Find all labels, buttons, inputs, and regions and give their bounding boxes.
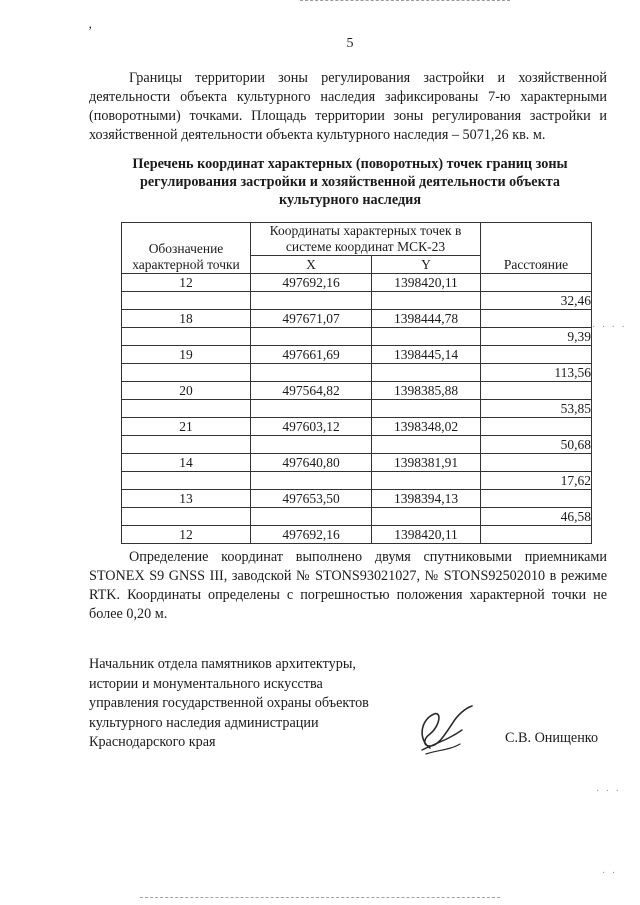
- y-coordinate: 1398385,88: [372, 382, 481, 400]
- header-coordinates: Координаты характерных точек в системе координат МСК-23: [251, 223, 481, 256]
- distance-value: 53,85: [481, 400, 592, 418]
- point-label: 12: [122, 526, 251, 544]
- y-coordinate: 1398420,11: [372, 526, 481, 544]
- x-coordinate: 497640,80: [251, 454, 372, 472]
- point-label: 13: [122, 490, 251, 508]
- distance-value: 46,58: [481, 508, 592, 526]
- table-title: Перечень координат характерных (поворотных) точек границ зоны регулирования застройки и хозяйственной деятельности объекта культурного наследия: [132, 156, 568, 208]
- distance-value: 32,46: [481, 292, 592, 310]
- distance-spacer: [481, 346, 592, 364]
- point-label: 14: [122, 454, 251, 472]
- distance-value: 17,62: [481, 472, 592, 490]
- distance-spacer: [481, 454, 592, 472]
- empty-cell: [372, 292, 481, 310]
- empty-cell: [251, 364, 372, 382]
- signatory-name: С.В. Онищенко: [505, 730, 599, 746]
- corner-mark: ’: [88, 23, 93, 38]
- empty-cell: [251, 328, 372, 346]
- table-row: [122, 328, 592, 346]
- distance-spacer: [481, 526, 592, 544]
- position-line: истории и монументального искусства: [89, 675, 323, 692]
- empty-cell: [122, 436, 251, 454]
- x-coordinate: 497671,07: [251, 310, 372, 328]
- empty-cell: [372, 328, 481, 346]
- table-header-row: [122, 223, 592, 256]
- table-row: [122, 364, 592, 382]
- header-x: X: [251, 256, 372, 274]
- scan-edge-line: [300, 0, 510, 2]
- empty-cell: [251, 508, 372, 526]
- x-coordinate: 497653,50: [251, 490, 372, 508]
- y-coordinate: 1398348,02: [372, 418, 481, 436]
- table-row: [122, 292, 592, 310]
- y-coordinate: 1398444,78: [372, 310, 481, 328]
- position-line: культурного наследия администрации: [89, 714, 319, 731]
- scan-noise: · ·: [602, 868, 618, 879]
- table-row: [122, 436, 592, 454]
- table-row: [122, 310, 592, 328]
- distance-value: 113,56: [481, 364, 592, 382]
- intro-paragraph: [89, 69, 607, 145]
- method-paragraph: [89, 548, 607, 624]
- empty-cell: [251, 436, 372, 454]
- empty-cell: [251, 400, 372, 418]
- x-coordinate: 497603,12: [251, 418, 372, 436]
- intro-paragraph-text: Границы территории зоны регулирования застройки и хозяйственной деятельности объекта культурного наследия зафиксированы 7-ю характерными (поворотными) точками. Площадь территории зоны регулирования застройки и хозяйственной деятельности объекта культурного наследия – 5071,26 кв. м.: [89, 70, 607, 143]
- header-designation: Обозначение характерной точки: [122, 223, 251, 274]
- empty-cell: [251, 292, 372, 310]
- point-label: 20: [122, 382, 251, 400]
- method-paragraph-text: Определение координат выполнено двумя спутниковыми приемниками STONEX S9 GNSS III, заводской № STONS93021027, № STONS92502010 в режиме RTK. Координаты определены с погрешностью положения характерной точки не более 0,20 м.: [89, 549, 607, 622]
- x-coordinate: 497692,16: [251, 526, 372, 544]
- y-coordinate: 1398420,11: [372, 274, 481, 292]
- scan-noise: · · ·: [596, 786, 621, 797]
- distance-spacer: [481, 310, 592, 328]
- table-row: [122, 490, 592, 508]
- empty-cell: [122, 400, 251, 418]
- empty-cell: [122, 328, 251, 346]
- table-row: [122, 508, 592, 526]
- position-line: управления государственной охраны объектов: [89, 695, 369, 711]
- distance-spacer: [481, 274, 592, 292]
- scan-noise: · · · ·: [592, 322, 627, 333]
- page-number: 5: [346, 36, 354, 51]
- y-coordinate: 1398394,13: [372, 490, 481, 508]
- signatory-position: [89, 655, 369, 753]
- handwritten-signature: [400, 700, 480, 760]
- x-coordinate: 497661,69: [251, 346, 372, 364]
- header-y: Y: [372, 256, 481, 274]
- empty-cell: [372, 472, 481, 490]
- empty-cell: [122, 508, 251, 526]
- scan-edge-line: [140, 897, 500, 900]
- table-row: [122, 454, 592, 472]
- y-coordinate: 1398381,91: [372, 454, 481, 472]
- empty-cell: [372, 400, 481, 418]
- empty-cell: [122, 472, 251, 490]
- point-label: 12: [122, 274, 251, 292]
- table-row: [122, 400, 592, 418]
- x-coordinate: 497564,82: [251, 382, 372, 400]
- empty-cell: [372, 508, 481, 526]
- table-row: [122, 274, 592, 292]
- table-row: [122, 382, 592, 400]
- empty-cell: [372, 364, 481, 382]
- point-label: 19: [122, 346, 251, 364]
- empty-cell: [122, 364, 251, 382]
- empty-cell: [122, 292, 251, 310]
- distance-value: 50,68: [481, 436, 592, 454]
- distance-spacer: [481, 418, 592, 436]
- point-label: 21: [122, 418, 251, 436]
- distance-spacer: [481, 490, 592, 508]
- table-row: [122, 418, 592, 436]
- point-label: 18: [122, 310, 251, 328]
- x-coordinate: 497692,16: [251, 274, 372, 292]
- y-coordinate: 1398445,14: [372, 346, 481, 364]
- table-row: [122, 472, 592, 490]
- empty-cell: [372, 436, 481, 454]
- coordinates-table: [121, 222, 592, 544]
- position-line: Краснодарского края: [89, 734, 216, 750]
- table-row: [122, 346, 592, 364]
- table-row: [122, 526, 592, 544]
- distance-spacer: [481, 382, 592, 400]
- distance-value: 9,39: [481, 328, 592, 346]
- position-line: Начальник отдела памятников архитектуры,: [89, 656, 356, 672]
- header-distance: Расстояние: [481, 223, 592, 274]
- empty-cell: [251, 472, 372, 490]
